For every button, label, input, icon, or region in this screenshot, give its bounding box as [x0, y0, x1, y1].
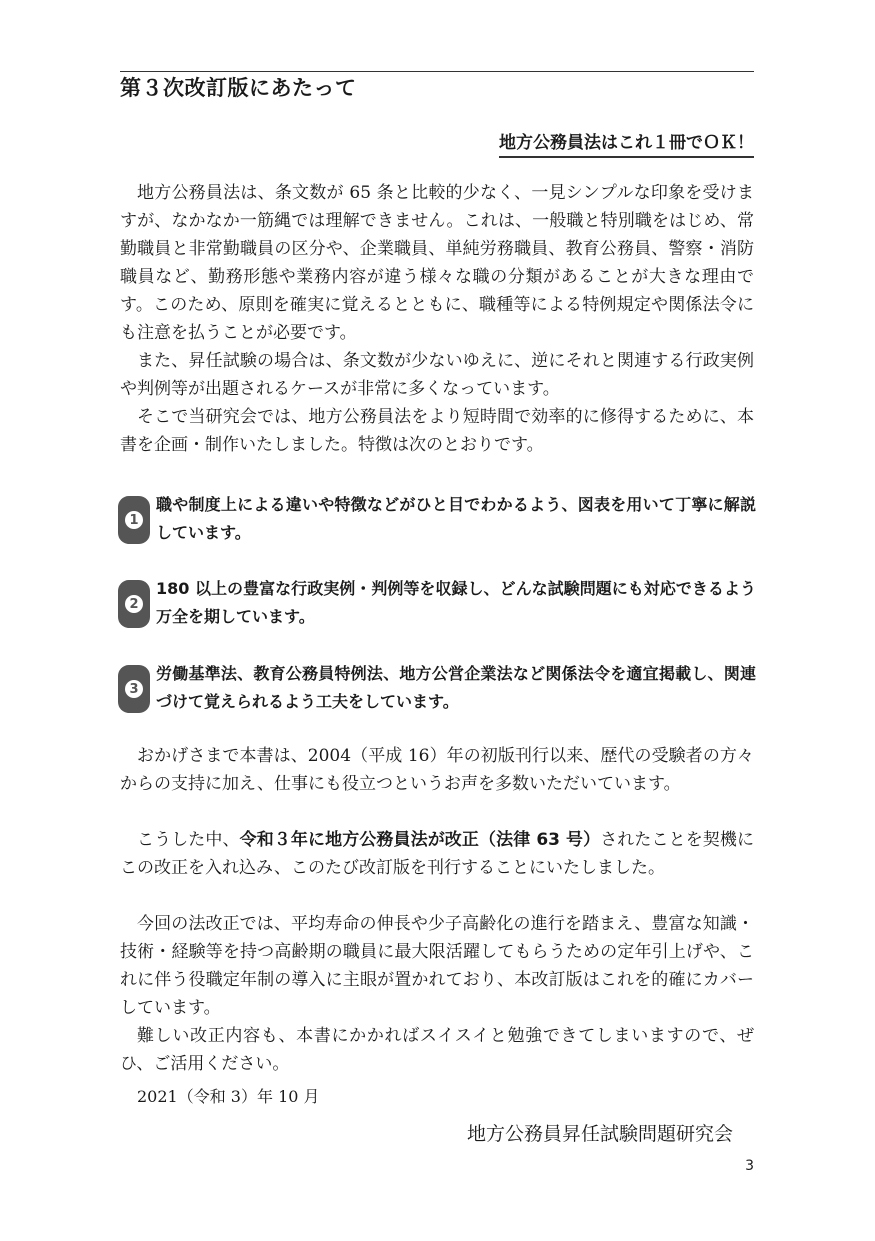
feature-2-text: 180 以上の豊富な行政実例・判例等を収録し、どんな試験問題にも対応できるよう万全を期しています。: [156, 579, 756, 626]
feature-1-badge: [118, 496, 150, 544]
author-name: 地方公務員昇任試験問題研究会: [466, 1123, 733, 1145]
feature-1-text: 職や制度上による違いや特徴などがひと目でわかるよう、図表を用いて丁寧に解説しています。: [156, 495, 756, 542]
number-1-icon: 1: [125, 511, 143, 529]
body-paragraph-4: 難しい改正内容も、本書にかかればスイスイと勉強できてしまいますので、ぜひ、ご活用ください。: [120, 1026, 754, 1074]
intro-paragraph-2: また、昇任試験の場合は、条文数が少ないゆえに、逆にそれと関連する行政実例や判例等が出題されるケースが非常に多くなっています。: [120, 351, 754, 399]
feature-3-text: 労働基準法、教育公務員特例法、地方公営企業法など関係法令を適宜掲載し、関連づけて覚えられるよう工夫をしています。: [156, 664, 756, 711]
number-3-icon: 3: [125, 680, 143, 698]
page-number: 3: [745, 1158, 754, 1174]
intro-paragraph-3: そこで当研究会では、地方公務員法をより短時間で効率的に修得するために、本書を企画・制作いたしました。特徴は次のとおりです。: [120, 407, 754, 455]
feature-3-badge: [118, 665, 150, 713]
intro-paragraph-1: 地方公務員法は、条文数が 65 条と比較的少なく、一見シンプルな印象を受けますが、なかなか一筋縄では理解できません。これは、一般職と特別職をはじめ、常勤職員と非常勤職員の区分や、企業職員、単純労務職員、教育公務員、警察・消防職員など、勤務形態や業務内容が違う様々な職の分類があることが大きな理由です。このため、原則を確実に覚えるとともに、職種等による特例規定や関係法令にも注意を払うことが必要です。: [120, 183, 754, 343]
number-2-icon: 2: [125, 595, 143, 613]
page-subtitle: 地方公務員法はこれ１冊でＯＫ！: [499, 128, 754, 158]
body-paragraph-1: おかげさまで本書は、2004（平成 16）年の初版刊行以来、歴代の受験者の方々からの支持に加え、仕事にも役立つというお声を多数いただいています。: [120, 746, 754, 794]
body-paragraph-2-rest: されたことを契機にこの改正を入れ込み、このたび改訂版を刊行することにいたしました。: [120, 830, 755, 878]
feature-2-badge: [118, 580, 150, 628]
body-paragraph-3: 今回の法改正では、平均寿命の伸長や少子高齢化の進行を踏まえ、豊富な知識・技術・経験等を持つ高齢期の職員に最大限活躍してもらうための定年引上げや、これに伴う役職定年制の導入に主眼が置かれており、本改訂版はこれを的確にカバーしています。: [120, 914, 754, 1018]
body-paragraph-2: [120, 826, 754, 882]
revision-highlight: 令和３年に地方公務員法が改正（法律 63 号）: [239, 830, 601, 850]
publication-date: 2021（令和 3）年 10 月: [137, 1087, 320, 1106]
page-title: 第３次改訂版にあたって: [120, 76, 357, 100]
body-paragraph-2-lead: こうした中、: [137, 830, 240, 850]
